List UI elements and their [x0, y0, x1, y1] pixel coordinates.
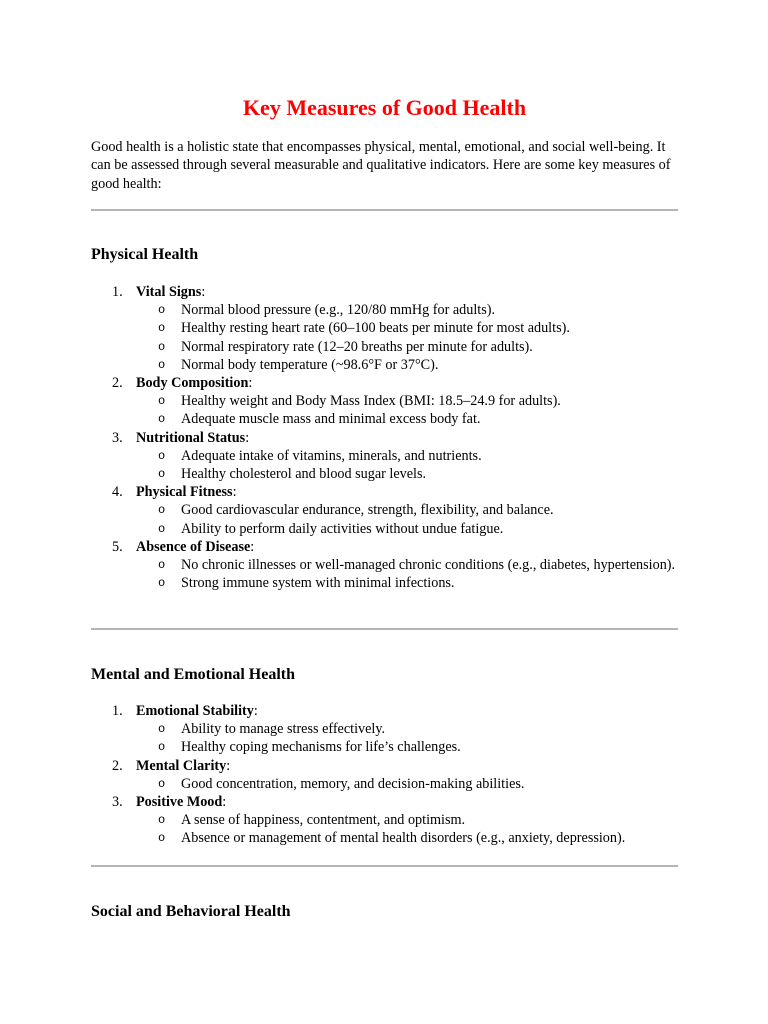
list-item-number: 1.: [112, 703, 123, 719]
list-mental-emotional-health: [91, 702, 678, 848]
list-item-colon: :: [248, 375, 253, 392]
section-heading-physical-health: Physical Health: [91, 246, 199, 263]
horizontal-rule: [91, 865, 678, 867]
list-item-colon: :: [253, 703, 258, 719]
section-heading-social-behavioral-health: Social and Behavioral Health: [91, 903, 291, 920]
sub-list-item: [91, 775, 678, 793]
sub-list-item-text: Good concentration, memory, and decision-making abilities.: [181, 775, 525, 792]
sub-list-item: [91, 319, 678, 337]
list-item: [91, 793, 678, 811]
circle-bullet-icon: o: [158, 394, 166, 409]
sub-list-item-text: Healthy cholesterol and blood sugar levels.: [181, 466, 427, 483]
list-item: [91, 483, 678, 501]
list-item-colon: :: [226, 757, 231, 774]
list-item: [91, 757, 678, 775]
horizontal-rule: [91, 209, 678, 211]
circle-bullet-icon: o: [158, 813, 166, 828]
sub-list-item: [91, 338, 678, 356]
sub-list-item-text: Good cardiovascular endurance, strength, flexibility, and balance.: [181, 502, 554, 519]
sub-list-item-text: Normal body temperature (~98.6°F or 37°C).: [181, 356, 439, 373]
sub-list-item-text: Healthy resting heart rate (60–100 beats per minute for most adults).: [181, 320, 570, 337]
sub-list-item: [91, 738, 678, 756]
sub-list-item-text: Healthy weight and Body Mass Index (BMI: 18.5–24.9 for adults).: [181, 393, 561, 410]
list-item-colon: :: [222, 794, 227, 811]
sub-list-item: [91, 501, 678, 519]
circle-bullet-icon: o: [158, 321, 166, 336]
list-item-number: 4.: [112, 484, 123, 501]
list-item: [91, 702, 678, 720]
sub-list-item: [91, 720, 678, 738]
list-item: [91, 538, 678, 556]
sub-list-item-text: Normal blood pressure (e.g., 120/80 mmHg for adults).: [181, 302, 496, 319]
list-item-term: Body Composition: [136, 375, 249, 392]
sub-list-item-text: Absence or management of mental health disorders (e.g., anxiety, depression).: [181, 830, 626, 847]
sub-list-item-text: Adequate muscle mass and minimal excess body fat.: [181, 411, 481, 428]
list-physical-health: [91, 283, 678, 592]
circle-bullet-icon: o: [158, 558, 166, 573]
sub-list-item: [91, 356, 678, 374]
list-item: [91, 374, 678, 392]
sub-list-item: [91, 520, 678, 538]
circle-bullet-icon: o: [158, 339, 166, 354]
section-heading-mental-emotional-health: Mental and Emotional Health: [91, 666, 296, 683]
circle-bullet-icon: o: [158, 521, 166, 536]
sub-list-item: [91, 574, 678, 592]
list-item: [91, 283, 678, 301]
sub-list-item: [91, 301, 678, 319]
list-item-colon: :: [245, 429, 250, 446]
sub-list-item-text: Strong immune system with minimal infections.: [181, 575, 455, 592]
list-item-term: Nutritional Status: [136, 429, 246, 446]
sub-list-item-text: Ability to perform daily activities without undue fatigue.: [181, 520, 504, 537]
sub-list-item: [91, 392, 678, 410]
circle-bullet-icon: o: [158, 740, 166, 755]
sub-list-item-text: A sense of happiness, contentment, and optimism.: [181, 812, 466, 829]
sub-list-item: [91, 447, 678, 465]
list-item-number: 2.: [112, 375, 123, 392]
sub-list-item: [91, 556, 678, 574]
circle-bullet-icon: o: [158, 831, 166, 846]
sub-list-item: [91, 465, 678, 483]
list-item-colon: :: [232, 484, 237, 501]
list-item-number: 3.: [112, 794, 123, 811]
intro-paragraph: Good health is a holistic state that encompasses physical, mental, emotional, and social well-being. It can be assessed through several measurable and qualitative indicators. Here are some key measures of good health:: [91, 139, 671, 192]
list-item-number: 2.: [112, 757, 123, 774]
sub-list-item-text: No chronic illnesses or well-managed chronic conditions (e.g., diabetes, hypertension).: [181, 557, 676, 574]
circle-bullet-icon: o: [158, 722, 166, 737]
sub-list-item: [91, 811, 678, 829]
circle-bullet-icon: o: [158, 448, 166, 463]
list-item-colon: :: [250, 538, 255, 555]
list-item-colon: :: [201, 284, 206, 300]
sub-list-item-text: Normal respiratory rate (12–20 breaths per minute for adults).: [181, 338, 533, 355]
list-item: [91, 429, 678, 447]
list-item-term: Emotional Stability: [136, 703, 254, 719]
circle-bullet-icon: o: [158, 412, 166, 427]
list-item-term: Physical Fitness: [136, 484, 233, 501]
horizontal-rule: [91, 628, 678, 630]
page-title: Key Measures of Good Health: [242, 95, 527, 120]
circle-bullet-icon: o: [158, 503, 166, 518]
list-item-number: 1.: [112, 284, 123, 300]
list-item-term: Vital Signs: [136, 284, 202, 300]
sub-list-item-text: Ability to manage stress effectively.: [181, 721, 386, 738]
circle-bullet-icon: o: [158, 776, 166, 791]
list-item-term: Mental Clarity: [136, 757, 227, 774]
sub-list-item: [91, 410, 678, 428]
circle-bullet-icon: o: [158, 357, 166, 372]
circle-bullet-icon: o: [158, 303, 166, 318]
list-item-term: Positive Mood: [136, 794, 223, 811]
list-item-number: 5.: [112, 538, 123, 555]
list-item-term: Absence of Disease: [136, 538, 251, 555]
sub-list-item-text: Healthy coping mechanisms for life’s challenges.: [181, 739, 461, 756]
sub-list-item: [91, 829, 678, 847]
circle-bullet-icon: o: [158, 576, 166, 591]
list-item-number: 3.: [112, 429, 123, 446]
sub-list-item-text: Adequate intake of vitamins, minerals, and nutrients.: [181, 447, 482, 464]
circle-bullet-icon: o: [158, 467, 166, 482]
